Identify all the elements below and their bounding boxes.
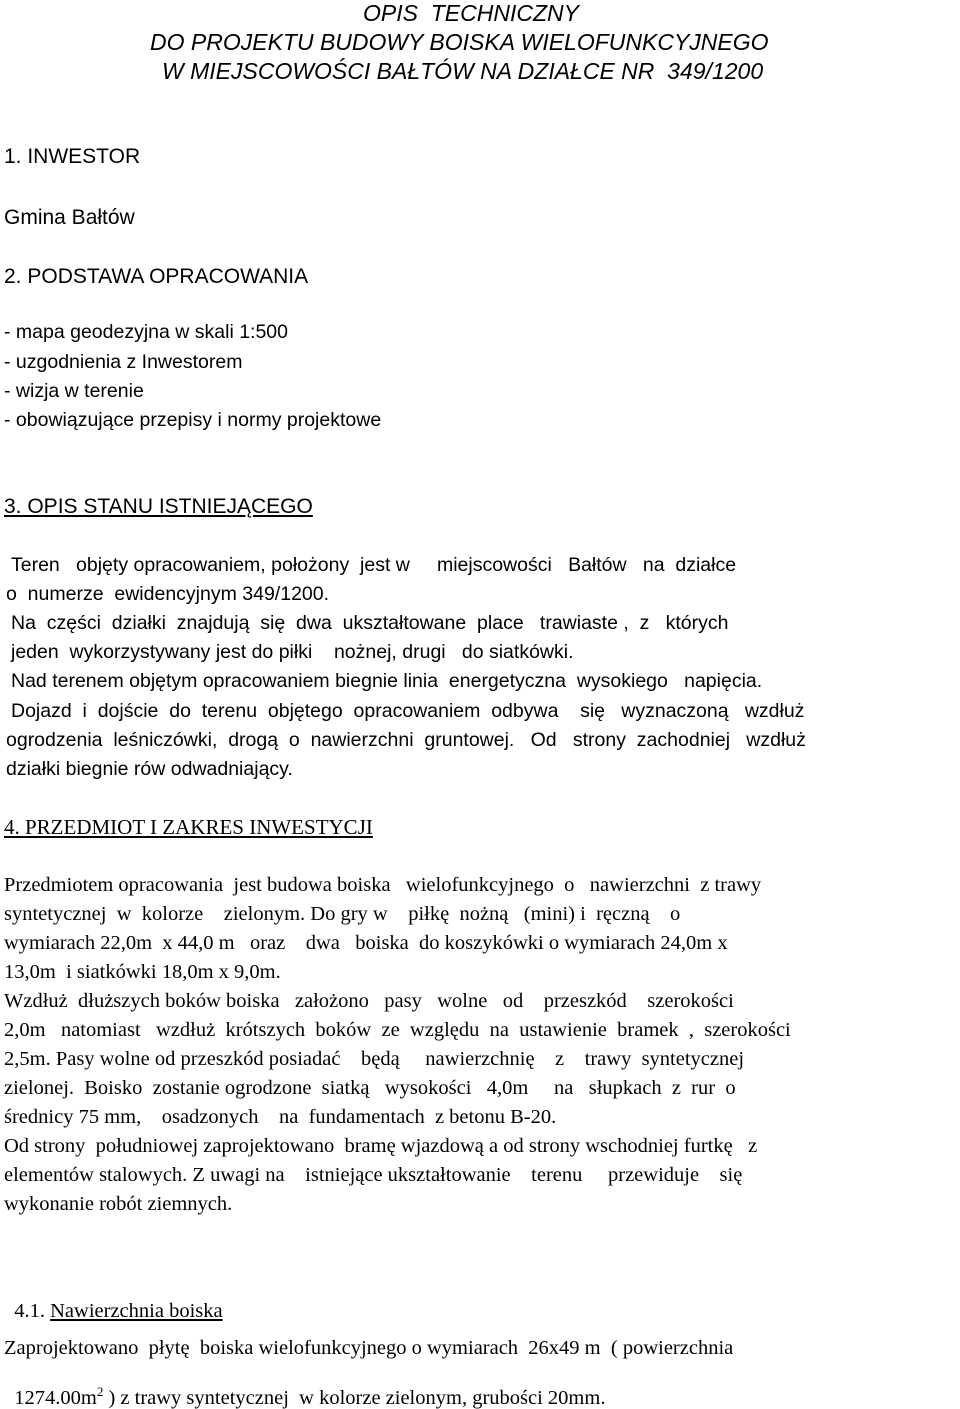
section-2-item: - uzgodnienia z Inwestorem — [4, 351, 243, 373]
section-4-line: średnicy 75 mm, osadzonych na fundamentach z betonu B-20. — [4, 1106, 557, 1128]
section-4-1-line-2 — [4, 1367, 605, 1408]
section-3-line: Teren objęty opracowaniem, położony jest w miejscowości Bałtów na działce — [11, 554, 737, 576]
section-4-1-line-1: Zaprojektowano płytę boiska wielofunkcyjnego o wymiarach 26x49 m ( powierzchnia — [4, 1337, 734, 1359]
document-title-line-3: W MIEJSCOWOŚCI BAŁTÓW NA DZIAŁCE NR 349/1200 — [162, 58, 764, 84]
document-title-line-1: OPIS TECHNICZNY — [363, 0, 579, 26]
section-4-line: Wzdłuż dłuższych boków boiska założono pasy wolne od przeszkód szerokości — [4, 990, 734, 1012]
section-2-heading: 2. PODSTAWA OPRACOWANIA — [4, 265, 309, 288]
section-3-heading: 3. OPIS STANU ISTNIEJĄCEGO — [4, 495, 313, 518]
section-4-line: 2,5m. Pasy wolne od przeszkód posiadać będą nawierzchnię z trawy syntetycznej — [4, 1048, 745, 1070]
section-4-line: Od strony południowej zaprojektowano bramę wjazdową a od strony wschodniej furtkę z — [4, 1135, 758, 1157]
document-title-line-2: DO PROJEKTU BUDOWY BOISKA WIELOFUNKCYJNEGO — [150, 29, 769, 55]
section-4-line: zielonej. Boisko zostanie ogrodzone siatką wysokości 4,0m na słupkach z rur o — [4, 1077, 736, 1099]
section-4-1-number: 4.1. — [14, 1299, 51, 1322]
section-4-line: wykonanie robót ziemnych. — [4, 1193, 233, 1215]
section-4-1-title: Nawierzchnia boiska — [50, 1299, 223, 1322]
section-3-line: Dojazd i dojście do terenu objętego opracowaniem odbywa się wyznaczoną wzdłuż — [11, 700, 805, 722]
section-4-line: 13,0m i siatkówki 18,0m x 9,0m. — [4, 961, 281, 983]
section-2-item: - wizja w terenie — [4, 380, 144, 402]
section-1-heading: 1. INWESTOR — [4, 145, 141, 168]
section-4-line: elementów stalowych. Z uwagi na istniejące ukształtowanie terenu przewiduje się — [4, 1164, 743, 1186]
section-2-item: - obowiązujące przepisy i normy projektowe — [4, 409, 382, 431]
area-superscript: 2 — [96, 1383, 104, 1399]
section-3-line: jeden wykorzystywany jest do piłki nożnej, drugi do siatkówki. — [11, 641, 574, 663]
section-3-line: Na części działki znajdują się dwa ukształtowane place trawiaste , z których — [11, 612, 729, 634]
section-3-line: o numerze ewidencyjnym 349/1200. — [6, 583, 330, 605]
section-4-line: wymiarach 22,0m x 44,0 m oraz dwa boiska do koszykówki o wymiarach 24,0m x — [4, 932, 728, 954]
section-1-text: Gmina Bałtów — [4, 206, 135, 229]
area-value: 1274.00m — [14, 1386, 97, 1409]
section-4-line: 2,0m natomiast wzdłuż krótszych boków ze względu na ustawienie bramek , szerokości — [4, 1019, 791, 1041]
section-3-line: działki biegnie rów odwadniający. — [6, 758, 293, 780]
section-4-heading: 4. PRZEDMIOT I ZAKRES INWESTYCJI — [4, 815, 373, 839]
section-4-line: Przedmiotem opracowania jest budowa boiska wielofunkcyjnego o nawierzchni z trawy — [4, 874, 762, 896]
section-4-1-line-2-rest: ) z trawy syntetycznej w kolorze zielonym, grubości 20mm. — [103, 1386, 606, 1409]
section-2-item: - mapa geodezyjna w skali 1:500 — [4, 321, 288, 343]
section-3-line: Nad terenem objętym opracowaniem biegnie linia energetyczna wysokiego napięcia. — [11, 670, 763, 692]
section-4-line: syntetycznej w kolorze zielonym. Do gry w piłkę nożną (mini) i ręczną o — [4, 903, 681, 925]
section-3-line: ogrodzenia leśniczówki, drogą o nawierzchni gruntowej. Od strony zachodniej wzdłuż — [6, 729, 806, 751]
section-4-1-heading — [4, 1280, 223, 1321]
